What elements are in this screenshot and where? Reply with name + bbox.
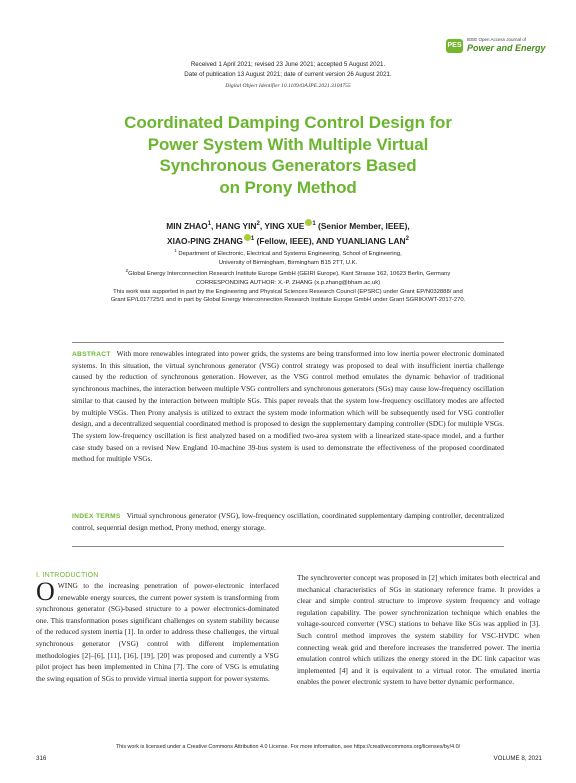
affiliation-marker: 2 [405, 235, 409, 242]
author-name: , YING XUE [259, 220, 305, 231]
drop-cap: O [36, 577, 55, 606]
intro-left-column [36, 572, 279, 684]
paper-title [60, 112, 516, 198]
publication-dates [0, 60, 576, 80]
intro-paragraph: The synchroverter concept was proposed in [2] which imitates both electrical and mechanical characteristics of SGs in stationary reference frame. It provides a clear and simple control structure to improve system frequency and voltage regulation capability. The power synchronization technique which enables the voltage-sourced converter (VSC) stations to behave like SGs was applied in [3]. Such control method improves the system stability for VSC-HVDC when connecting weak grid and therefore increases the transferred power. The inertia emulation control which utilizes the energy stored in the DC link capacitor was implemented [4] and it is equivalent to a virtual rotor. The emulated inertia enables the power electronic system to have better dynamic performance. [297, 573, 540, 687]
orcid-icon[interactable] [244, 234, 251, 241]
affiliations [40, 247, 536, 305]
affiliation-1-cont: University of Birmingham, Birmingham B15 2TT, U.K. [218, 259, 358, 266]
author-name: MIN ZHAO [166, 220, 208, 231]
corresponding-author: CORRESPONDING AUTHOR: X.-P. ZHANG (x.p.zhang@bham.ac.uk) [195, 280, 381, 287]
author-name: (Fellow, IEEE), AND YUANLIANG LAN [254, 235, 406, 246]
journal-logo [446, 35, 546, 57]
license-notice: This work is licensed under a Creative Commons Attribution 4.0 License. For more information, see https://creativecommons.org/licenses/by/4.0/ [115, 744, 461, 750]
dates-line-2: Date of publication 13 August 2021; date of current version 26 August 2021. [184, 71, 392, 78]
intro-right-column [297, 572, 540, 688]
abstract-heading: ABSTRACT [72, 351, 111, 358]
author-list [40, 218, 536, 248]
author-name: XIAO-PING ZHANG [167, 235, 243, 246]
divider [72, 546, 504, 547]
affiliation-marker: 1 [250, 235, 255, 242]
page-number: 316 [36, 755, 47, 762]
funding-line-2: Grant EP/L017725/1 and in part by Global Energy Interconnection Research Institute Europe GmbH under Grant SGRIKXWT-2017-270. [110, 297, 466, 304]
title-line-2: Power System With Multiple Virtual [147, 134, 429, 154]
doi: Digital Object Identifier 10.1109/OAJPE.2021.3104755 [225, 83, 351, 89]
title-line-1: Coordinated Damping Control Design for [124, 113, 452, 132]
affiliation-1: Department of Electronic, Electrical and Systems Engineering, School of Engineering, [178, 250, 402, 257]
divider [72, 342, 504, 343]
section-heading: I. INTRODUCTION [36, 572, 99, 579]
index-terms-text: Virtual synchronous generator (VSG), low-frequency oscillation, coordinated supplementary damping controller, decentralized control, sequential design method, Prony method, energy storage. [72, 511, 504, 532]
affiliation-marker: 2 [125, 268, 129, 274]
index-terms [72, 510, 504, 533]
title-line-3: Synchronous Generators Based [159, 156, 417, 175]
affiliation-marker: 1 [207, 221, 212, 227]
affiliation-2: Global Energy Interconnection Research Institute Europe GmbH (GEIRI Europe), Kant Strasse 162, 10623 Berlin, Germany [128, 271, 451, 278]
volume-label: VOLUME 8, 2021 [493, 755, 542, 762]
dates-line-1: Received 1 April 2021; revised 23 June 2021; accepted 5 August 2021. [190, 61, 386, 68]
journal-logo-small-text: IEEE Open Access Journal of [467, 37, 527, 42]
pes-logo-icon: PES [446, 39, 463, 53]
author-name: , HANG YIN [211, 220, 257, 231]
journal-logo-title: Power and Energy [467, 43, 546, 53]
affiliation-marker: 1 [174, 248, 177, 253]
title-line-4: on Prony Method [219, 177, 357, 197]
index-terms-heading: INDEX TERMS [72, 513, 121, 520]
abstract [72, 348, 504, 465]
intro-paragraph: WING to the increasing penetration of power-electronic interfaced renewable energy sources, the current power system is transforming from synchronous generator (SG)-based structure to a power electronics-dominated one. This transformation poses significant challenges on system stability because of the reduced system inertia [1]. In order to address these challenges, the virtual synchronous generator (VSG) control with different implementation methodologies [2]–[6], [11], [16], [19], [20] was proposed and currently a VSG pilot project has been implemented in China [7]. The core of VSG is emulating the swing equation of SGs to provide virtual inertia support for power systems. [36, 581, 279, 683]
author-membership: (Senior Member, IEEE), [315, 220, 410, 231]
affiliation-marker: 1 [312, 221, 316, 227]
affiliation-marker: 2 [256, 221, 260, 227]
abstract-text: With more renewables integrated into power grids, the systems are being transformed into low inertia power electronic dominated systems. In this situation, the virtual synchronous generator (VSG) control strategy was proposed to deal with insufficient inertia challenge caused by the reduction of synchronous generation. However, as the VSG control method emulates the dynamic behavior of traditional synchronous machines, the interaction between multiple VSG controllers and synchronous generators (SGs) may cause low-frequency oscillation similar to that caused by the interaction between multiple SGs. This paper reveals that the system low-frequency oscillatory modes are affected by multiple VSGs. Then Prony analysis is utilized to extract the system mode information which will be subsequently used for VSG controller design, and a decentralized sequential coordinated method is proposed to design the supplementary damping controller (SDC) for multiple VSGs. The system low-frequency oscillation is first analyzed based on a modified two-area system with a linearized state-space model, and a further case study based on a revised New England 10-machine 39-bus system is used to demonstrate the effectiveness of the proposed coordinated method for multiple VSGs. [72, 349, 504, 464]
funding-line-1: This work was supported in part by the Engineering and Physical Sciences Research Council (EPSRC) under Grant EP/N032888/ and [113, 288, 463, 295]
